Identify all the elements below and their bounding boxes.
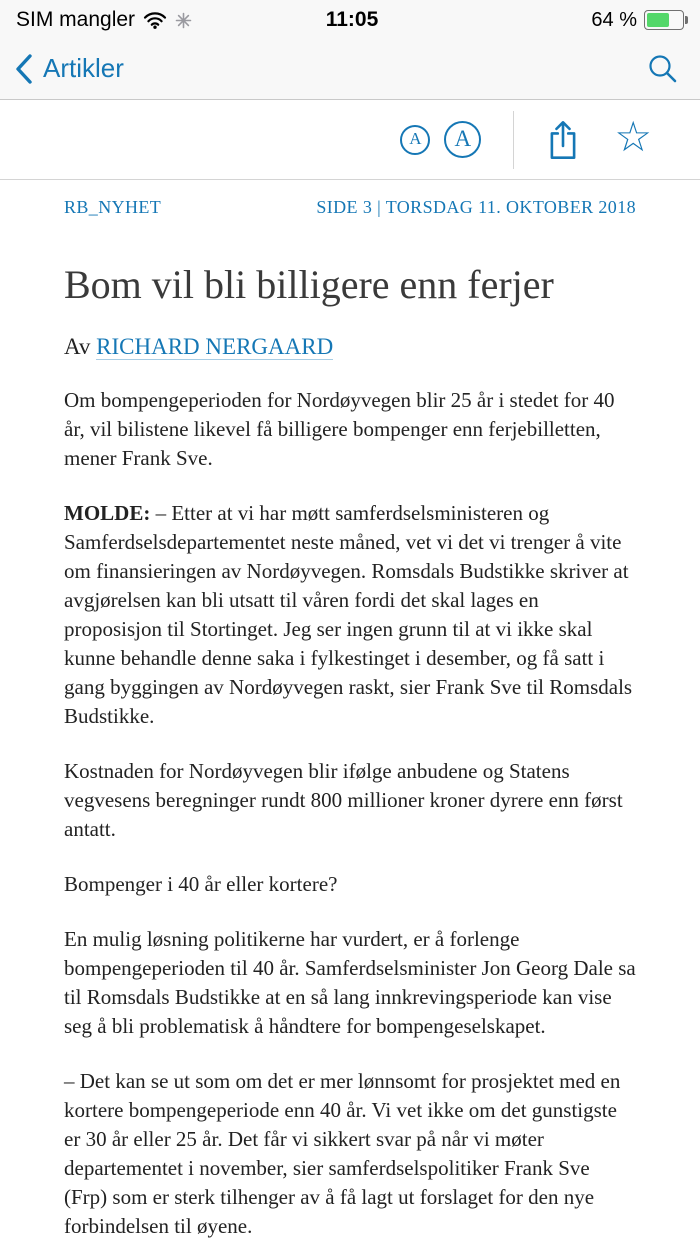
- page-date-label: SIDE 3 | TORSDAG 11. OKTOBER 2018: [316, 197, 636, 217]
- section-label: RB_NYHET: [64, 197, 162, 217]
- increase-font-button[interactable]: [444, 121, 481, 158]
- article-meta: [64, 197, 636, 218]
- article-paragraph: Bompenger i 40 år eller kortere?: [64, 872, 338, 896]
- article-paragraph: En mulig løsning politikerne har vurdert, er å forlenge bompengeperioden til 40 år. Samferdselsminister Jon Georg Dale sa til Romsdals Budstikke at en så lang innkrevingsperiode kan vise seg å bli problematisk å håndtere for bompengeselskapet.: [64, 927, 636, 1038]
- battery-percent-label: 64 %: [591, 8, 637, 31]
- decrease-font-label: A: [409, 128, 422, 148]
- wifi-icon: [143, 12, 167, 29]
- battery-icon: [644, 10, 688, 30]
- byline: [64, 334, 636, 360]
- search-button[interactable]: [647, 53, 678, 84]
- favorite-button[interactable]: [614, 112, 652, 163]
- article-title: Bom vil bli billigere enn ferjer: [64, 262, 554, 307]
- increase-font-label: A: [454, 125, 472, 151]
- article-body: [64, 386, 636, 1241]
- search-icon: [647, 53, 678, 84]
- status-bar: [0, 0, 700, 38]
- article-paragraph: – Det kan se ut som om det er mer lønnsomt for prosjektet med en kortere bompengeperiode enn 40 år. Vi vet ikke om det gunstigste er 30 år eller 25 år. Det får vi sikkert svar på når vi møter departementet i november, sier samferdselspolitiker Frank Sve (Frp) som er sterk tilhenger av å få lagt ut forslaget for den nye forbindelsen til øyene.: [64, 1069, 621, 1238]
- nav-bar: [0, 38, 700, 99]
- decrease-font-button[interactable]: [400, 125, 430, 155]
- article-toolbar: [0, 100, 700, 180]
- byline-prefix: Av: [64, 334, 97, 359]
- article-paragraph: Om bompengeperioden for Nordøyvegen blir 25 år i stedet for 40 år, vil bilistene likevel få billigere bompenger enn ferjebilletten, mener Frank Sve.: [64, 388, 615, 470]
- back-button-label: Artikler: [43, 53, 124, 83]
- author-link[interactable]: RICHARD NERGAARD: [96, 334, 334, 359]
- share-button[interactable]: [546, 119, 580, 161]
- back-button[interactable]: [14, 53, 124, 85]
- share-icon: [546, 119, 580, 161]
- star-icon: ☆: [614, 112, 652, 161]
- article-view: [0, 100, 700, 1241]
- carrier-label: SIM mangler: [16, 8, 136, 31]
- article-paragraph: MOLDE: – Etter at vi har møtt samferdselsministeren og Samferdselsdepartementet neste måned, vet vi det vi trenger å vite om finansieringen av Nordøyvegen. Romsdals Budstikke skriver at avgjørelsen kan bli utsatt til våren fordi det skal lages en proposisjon til Stortinget. Jeg ser ingen grunn til at vi ikke skal kunne behandle denne saka i fylkestinget i desember, og få satt i gang byggingen av Nordøyvegen raskt, sier Frank Sve til Romsdals Budstikke.: [64, 501, 633, 728]
- clock-label: 11:05: [325, 8, 379, 31]
- back-chevron-icon: [14, 53, 34, 85]
- article-paragraph: Kostnaden for Nordøyvegen blir ifølge anbudene og Statens vegvesens beregninger rundt 800 millioner kroner dyrere enn først antatt.: [64, 759, 623, 841]
- top-chrome: [0, 0, 700, 100]
- toolbar-divider: [513, 111, 514, 169]
- battery-nub: [685, 16, 688, 24]
- battery-fill: [647, 13, 669, 27]
- paragraph-lead: MOLDE:: [64, 501, 151, 525]
- network-activity-icon: [175, 12, 192, 29]
